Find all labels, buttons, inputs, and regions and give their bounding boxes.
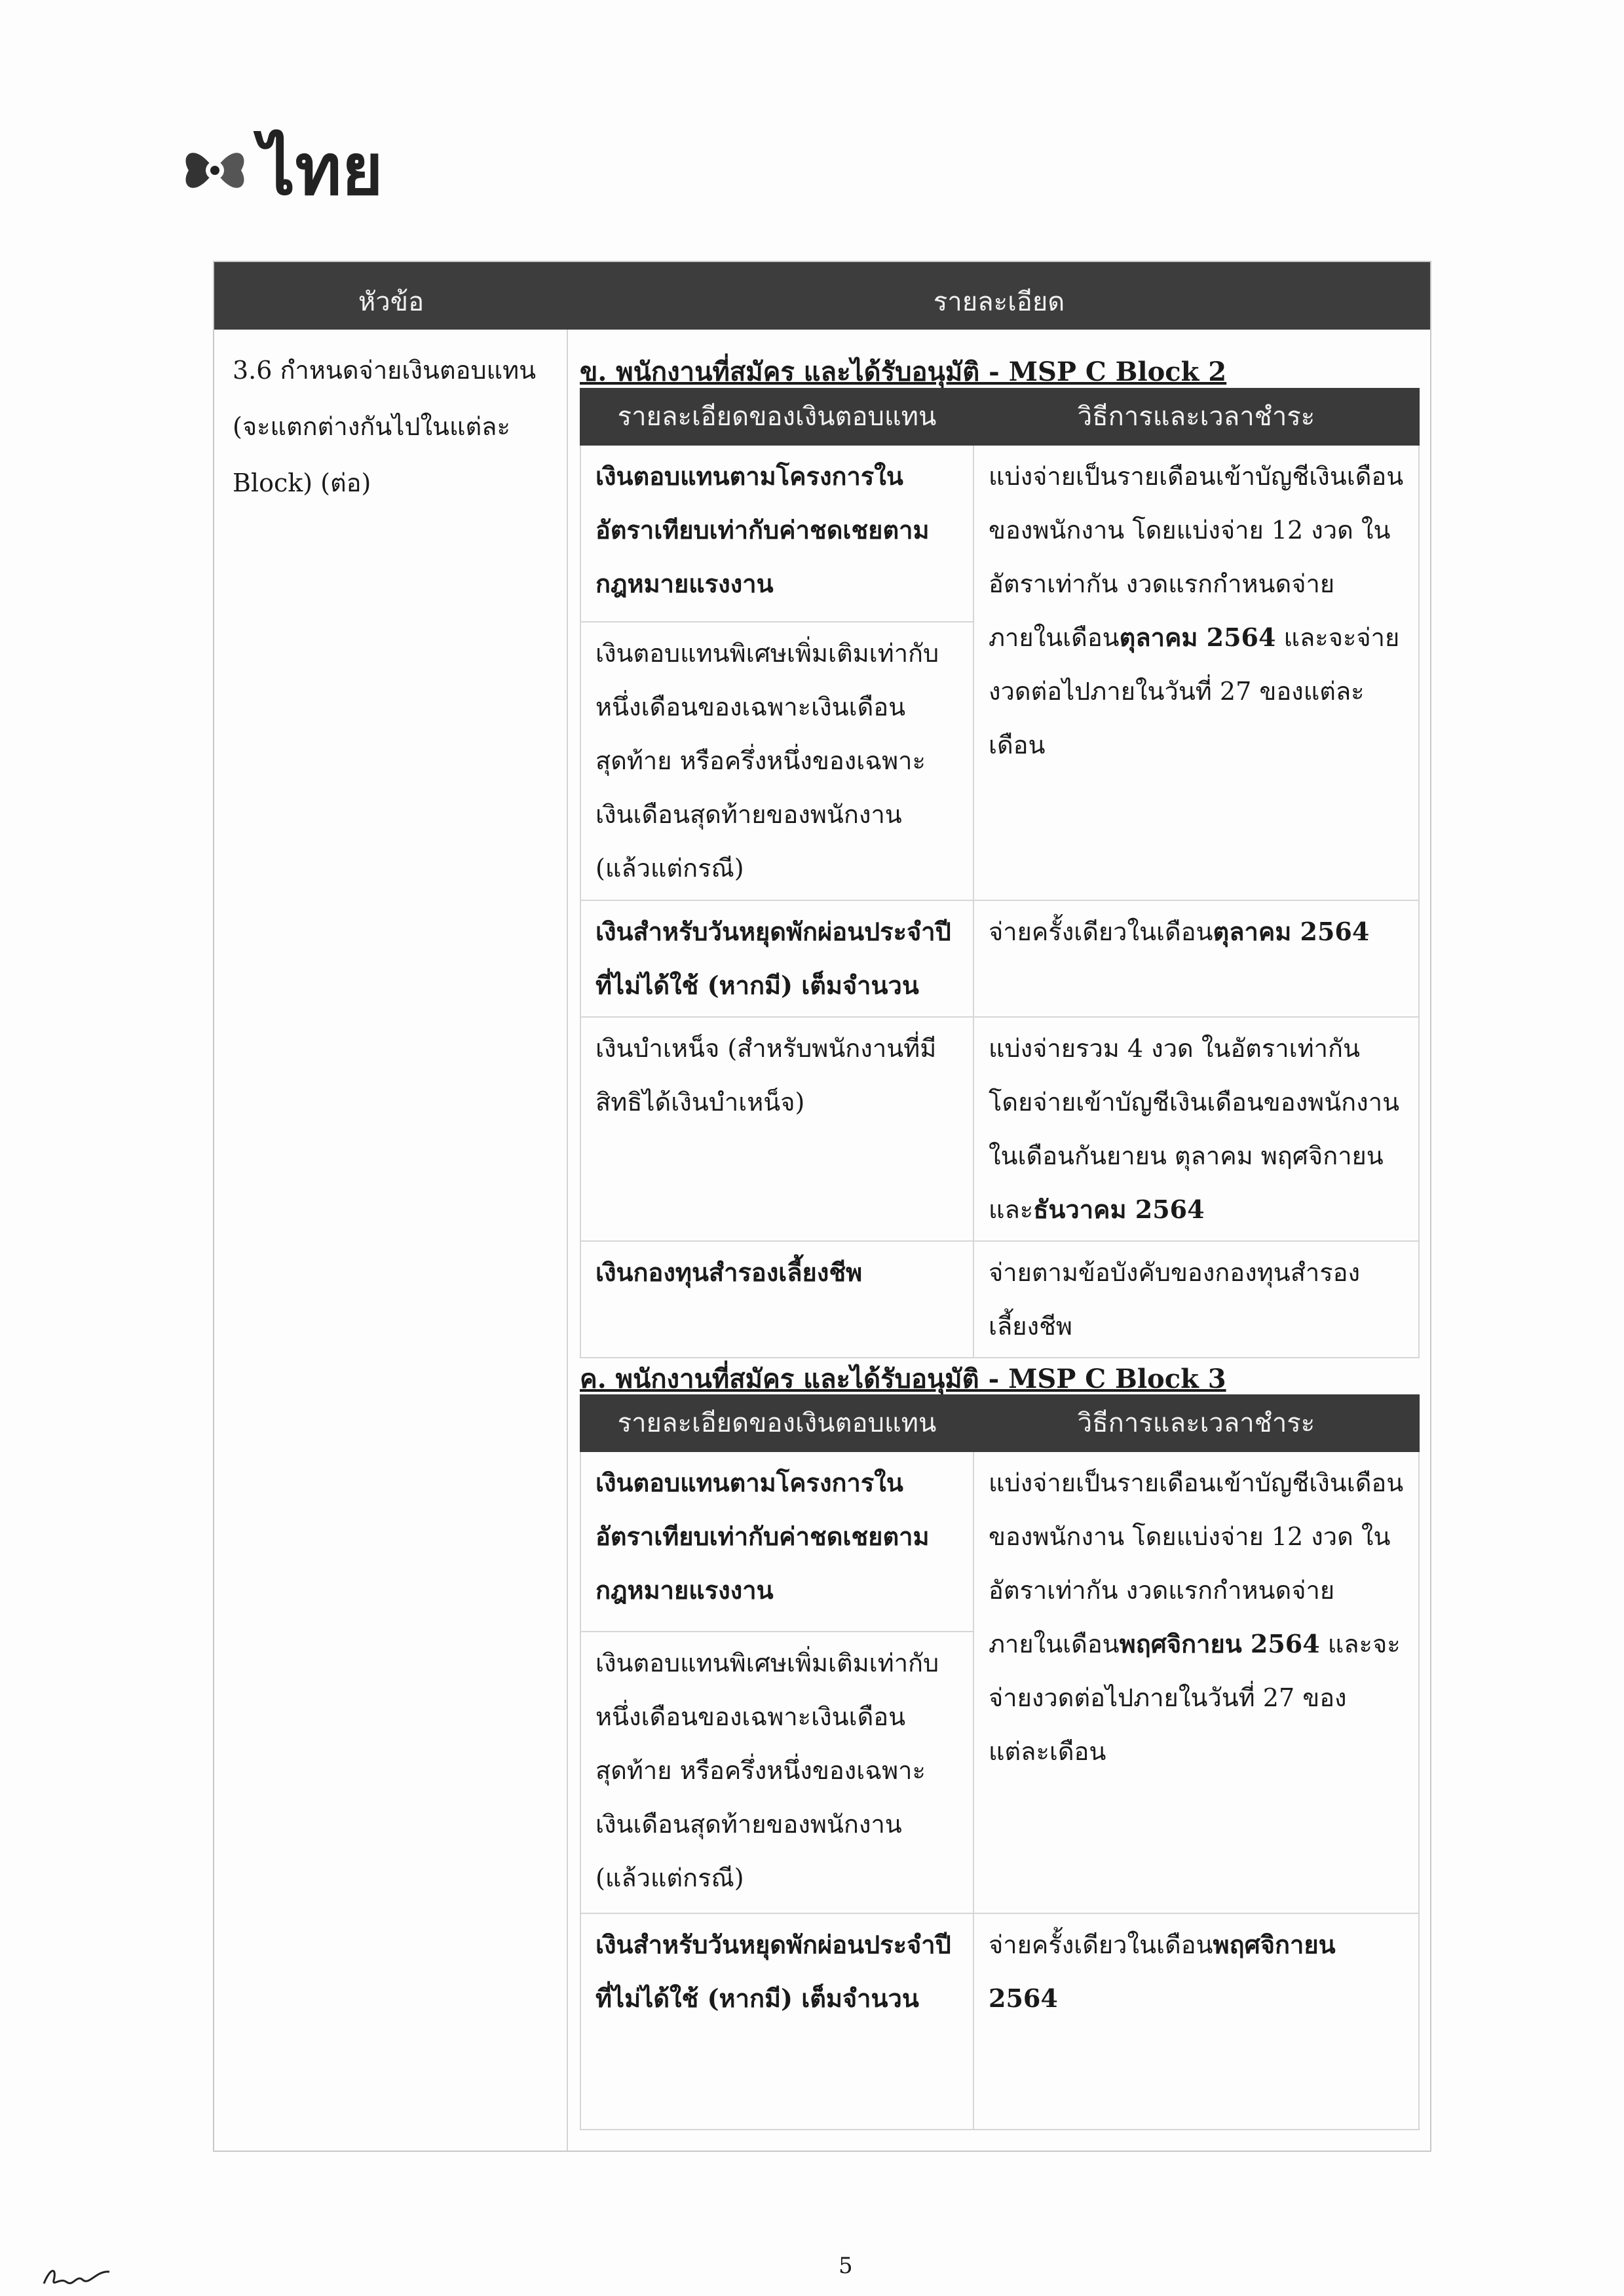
section-c-row3-left: เงินสำหรับวันหยุดพักผ่อนประจำปีที่ไม่ได้ใช้ (หากมี) เต็มจำนวน	[580, 1913, 973, 2130]
section-b-row3-right-a: จ่ายครั้งเดียวในเดือน	[989, 917, 1213, 946]
section-b-row3-right	[973, 900, 1419, 1017]
section-b-row3-right-b: ตุลาคม 2564	[1213, 917, 1370, 946]
section-b-row1-left: เงินตอบแทนตามโครงการในอัตราเทียบเท่ากับค่าชดเชยตามกฎหมายแรงงาน	[580, 445, 973, 622]
section-b-row5-right: จ่ายตามข้อบังคับของกองทุนสำรองเลี้ยงชีพ	[973, 1241, 1419, 1358]
section-b-row3-left: เงินสำหรับวันหยุดพักผ่อนประจำปีที่ไม่ได้ใช้ (หากมี) เต็มจำนวน	[580, 900, 973, 1017]
section-b-col2: วิธีการและเวลาชำระ	[973, 389, 1419, 445]
section-b-row12-right-b: ตุลาคม 2564	[1119, 622, 1276, 652]
section-c-row12-right-b: พฤศจิกายน 2564	[1119, 1629, 1320, 1658]
topic-line: 3.6 กำหนดจ่ายเงินตอบแทน	[233, 356, 537, 385]
table-header	[214, 262, 1430, 330]
section-b-row12-right	[973, 445, 1419, 900]
section-b-row12-right-a: แบ่งจ่ายเป็นรายเดือนเข้าบัญชีเงินเดือนของพนักงาน โดยแบ่งจ่าย 12 งวด ในอัตราเท่ากัน งวดแรกกำหนดจ่ายภายในเดือน	[989, 462, 1404, 652]
section-b-row2-left: เงินตอบแทนพิเศษเพิ่มเติมเท่ากับหนึ่งเดือนของเฉพาะเงินเดือนสุดท้าย หรือครึ่งหนึ่งของเฉพาะเงินเดือนสุดท้ายของพนักงาน (แล้วแต่กรณี)	[580, 622, 973, 900]
section-b-row5-left: เงินกองทุนสำรองเลี้ยงชีพ	[580, 1241, 973, 1358]
topic-line: Block) (ต่อ)	[233, 469, 371, 497]
section-c-row3-right	[973, 1913, 1419, 2130]
section-c-col1: รายละเอียดของเงินตอบแทน	[580, 1395, 973, 1451]
section-c-row2-left: เงินตอบแทนพิเศษเพิ่มเติมเท่ากับหนึ่งเดือนของเฉพาะเงินเดือนสุดท้าย หรือครึ่งหนึ่งของเฉพาะเงินเดือนสุดท้ายของพนักงาน (แล้วแต่กรณี)	[580, 1632, 973, 1913]
section-c-row12-right-a: แบ่งจ่ายเป็นรายเดือนเข้าบัญชีเงินเดือนของพนักงาน โดยแบ่งจ่าย 12 งวด ในอัตราเท่ากัน งวดแรกกำหนดจ่ายภายในเดือน	[989, 1468, 1404, 1658]
topic-line: (จะแตกต่างกันไปในแต่ละ	[233, 412, 510, 441]
header-detail: รายละเอียด	[933, 287, 1065, 317]
topic-cell	[233, 342, 554, 511]
section-c-row12-right	[973, 1451, 1419, 1913]
section-b-row4-left: เงินบำเหน็จ (สำหรับพนักงานที่มีสิทธิได้เงินบำเหน็จ)	[580, 1017, 973, 1241]
section-c-row1-left: เงินตอบแทนตามโครงการในอัตราเทียบเท่ากับค่าชดเชยตามกฎหมายแรงงาน	[580, 1451, 973, 1632]
page-number: 5	[839, 2253, 853, 2279]
handwritten-initials-icon	[41, 2264, 113, 2290]
section-c-row3-right-b: พฤศจิกายน 2564	[989, 1930, 1336, 2013]
header-topic: หัวข้อ	[358, 287, 425, 317]
section-b-table	[580, 388, 1420, 1358]
logo-text: ไทย	[259, 129, 383, 211]
details-table	[213, 261, 1431, 2152]
section-b-row4-right	[973, 1017, 1419, 1241]
section-c-col2: วิธีการและเวลาชำระ	[973, 1395, 1419, 1451]
orchid-logo-icon	[176, 134, 254, 206]
column-divider	[567, 330, 568, 2151]
section-c-table	[580, 1394, 1420, 2130]
section-b-row4-right-a: แบ่งจ่ายรวม 4 งวด ในอัตราเท่ากัน โดยจ่ายเข้าบัญชีเงินเดือนของพนักงานในเดือนกันยายน ตุลาคม พฤศจิกายน และ	[989, 1034, 1400, 1224]
section-b-col1: รายละเอียดของเงินตอบแทน	[580, 389, 973, 445]
company-logo	[176, 129, 383, 211]
section-b-row4-right-b: ธันวาคม 2564	[1033, 1195, 1205, 1224]
section-c-row3-right-a: จ่ายครั้งเดียวในเดือน	[989, 1930, 1213, 1959]
section-c-row12-right-c: และจะจ่ายงวดต่อไปภายในวันที่ 27 ของแต่ละเดือน	[989, 1630, 1401, 1766]
section-c-title: ค. พนักงานที่สมัคร และได้รับอนุมัติ - MSP C Block 3	[580, 1364, 1226, 1394]
section-b-row12-right-c: และจะจ่ายงวดต่อไปภายในวันที่ 27 ของแต่ละเดือน	[989, 623, 1400, 759]
section-b-title: ข. พนักงานที่สมัคร และได้รับอนุมัติ - MSP C Block 2	[580, 356, 1227, 387]
